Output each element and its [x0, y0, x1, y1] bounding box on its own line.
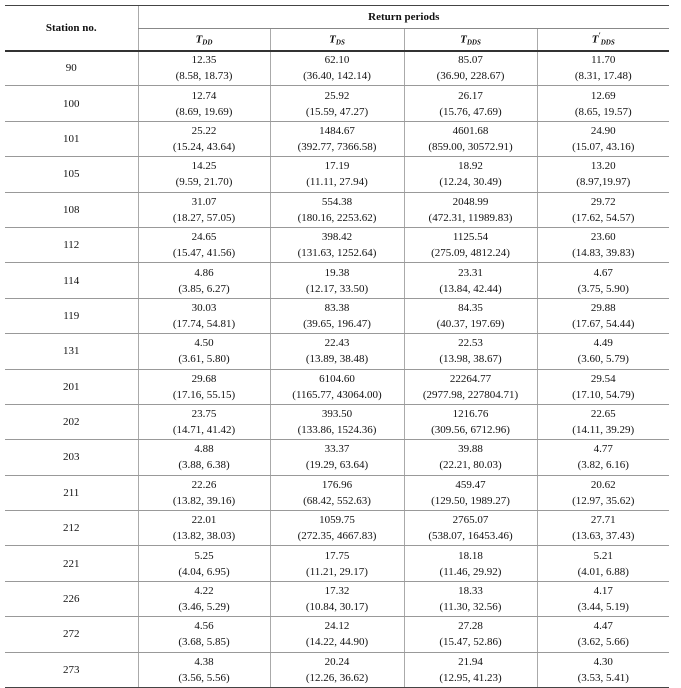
confidence-interval: (15.76, 47.69) — [439, 105, 502, 118]
confidence-interval: (3.68, 5.85) — [178, 636, 230, 649]
return-period-cell — [138, 298, 270, 333]
column-header-1 — [138, 29, 270, 51]
confidence-interval: (11.11, 27.94) — [306, 176, 368, 189]
return-period-cell — [270, 227, 404, 262]
table-row — [5, 652, 669, 687]
return-period-cell — [404, 51, 537, 86]
return-period-value: 12.69 — [590, 89, 616, 102]
confidence-interval: (3.53, 5.41) — [577, 671, 629, 684]
return-period-cell — [404, 298, 537, 333]
table-row — [5, 334, 669, 369]
confidence-interval: (13.82, 39.16) — [172, 494, 236, 507]
confidence-interval: (272.35, 4667.83) — [297, 530, 377, 543]
confidence-interval: (3.56, 5.56) — [178, 671, 230, 684]
return-period-cell — [138, 652, 270, 687]
return-period-value: 393.50 — [321, 408, 353, 421]
confidence-interval: (275.09, 4812.24) — [431, 247, 510, 260]
column-header-superscript: ′ — [598, 31, 601, 41]
station-column-header: Station no. — [5, 6, 138, 51]
return-period-cell — [138, 617, 270, 652]
table-row — [5, 263, 669, 298]
return-period-cell — [537, 404, 669, 439]
return-period-cell — [537, 51, 669, 86]
return-period-value: 12.35 — [191, 54, 217, 67]
return-period-value: 29.54 — [590, 372, 616, 385]
confidence-interval: (14.11, 39.29) — [572, 424, 635, 437]
return-period-value: 25.92 — [324, 89, 350, 102]
confidence-interval: (14.83, 39.83) — [572, 247, 635, 260]
confidence-interval: (10.84, 30.17) — [305, 601, 369, 614]
return-period-value: 18.18 — [458, 549, 483, 562]
return-period-value: 1125.54 — [452, 231, 489, 244]
return-period-cell — [138, 511, 270, 546]
return-period-cell — [138, 192, 270, 227]
table-row — [5, 121, 669, 156]
return-period-value: 22.26 — [191, 478, 217, 491]
return-period-value: 22264.77 — [449, 372, 492, 385]
return-period-value: 17.32 — [324, 585, 350, 598]
return-period-cell — [138, 51, 270, 86]
return-period-value: 22.01 — [191, 514, 217, 527]
return-period-cell — [270, 652, 404, 687]
return-period-value: 17.19 — [324, 160, 350, 173]
return-period-cell — [270, 404, 404, 439]
confidence-interval: (17.62, 54.57) — [572, 211, 635, 224]
column-header-3 — [404, 29, 537, 51]
confidence-interval: (133.86, 1524.36) — [297, 424, 377, 437]
return-period-cell — [270, 298, 404, 333]
confidence-interval: (8.31, 17.48) — [574, 70, 632, 83]
table-row — [5, 546, 669, 581]
return-period-cell — [270, 121, 404, 156]
return-period-cell — [537, 227, 669, 262]
confidence-interval: (18.27, 57.05) — [172, 211, 236, 224]
column-header-symbol: T — [460, 34, 467, 47]
confidence-interval: (40.37, 197.69) — [436, 317, 505, 330]
confidence-interval: (3.46, 5.29) — [178, 601, 230, 614]
return-period-value: 4601.68 — [452, 124, 489, 137]
confidence-interval: (68.42, 552.63) — [303, 494, 371, 507]
confidence-interval: (15.59, 47.27) — [305, 105, 369, 118]
return-period-value: 19.38 — [324, 266, 350, 279]
return-period-value: 4.22 — [194, 585, 214, 598]
confidence-interval: (859.00, 30572.91) — [428, 140, 513, 153]
return-periods-table — [5, 5, 669, 688]
return-period-cell — [404, 192, 537, 227]
column-header-subscript: DD — [202, 39, 213, 48]
station-number-cell: 100 — [5, 86, 138, 121]
station-number-cell: 131 — [5, 334, 138, 369]
return-period-value: 29.72 — [590, 195, 616, 208]
return-period-value: 4.30 — [593, 655, 613, 668]
column-header-symbol: T — [591, 34, 599, 47]
return-period-value: 27.71 — [590, 514, 616, 527]
table-header — [5, 6, 669, 51]
return-period-value: 29.88 — [590, 301, 616, 314]
return-period-cell — [404, 334, 537, 369]
return-period-value: 29.68 — [191, 372, 217, 385]
confidence-interval: (17.16, 55.15) — [172, 388, 236, 401]
return-period-value: 4.67 — [593, 266, 613, 279]
return-period-value: 24.65 — [191, 231, 217, 244]
table-row — [5, 581, 669, 616]
return-period-value: 5.25 — [194, 549, 214, 562]
return-period-value: 24.12 — [324, 620, 350, 633]
confidence-interval: (11.30, 32.56) — [439, 601, 502, 614]
station-number-cell: 101 — [5, 121, 138, 156]
return-periods-table-container — [5, 5, 669, 688]
confidence-interval: (12.26, 36.62) — [305, 671, 369, 684]
confidence-interval: (3.62, 5.66) — [577, 636, 629, 649]
return-period-value: 31.07 — [191, 195, 217, 208]
table-row — [5, 617, 669, 652]
return-period-cell — [537, 263, 669, 298]
station-number-cell: 272 — [5, 617, 138, 652]
confidence-interval: (180.16, 2253.62) — [297, 211, 377, 224]
confidence-interval: (17.74, 54.81) — [172, 317, 236, 330]
return-period-cell — [138, 404, 270, 439]
return-period-value: 25.22 — [191, 124, 217, 137]
return-periods-header: Return periods — [138, 6, 669, 29]
table-row — [5, 298, 669, 333]
return-period-cell — [138, 475, 270, 510]
return-period-value: 24.90 — [590, 124, 616, 137]
return-period-cell — [270, 440, 404, 475]
confidence-interval: (472.31, 11989.83) — [428, 211, 513, 224]
confidence-interval: (12.97, 35.62) — [572, 494, 635, 507]
confidence-interval: (3.75, 5.90) — [577, 282, 629, 295]
confidence-interval: (36.40, 142.14) — [303, 70, 371, 83]
confidence-interval: (22.21, 80.03) — [439, 459, 502, 472]
column-header-subscript: DDS — [600, 39, 615, 48]
return-period-cell — [270, 546, 404, 581]
return-period-value: 4.47 — [593, 620, 613, 633]
confidence-interval: (131.63, 1252.64) — [297, 247, 377, 260]
return-period-cell — [138, 334, 270, 369]
return-period-cell — [537, 440, 669, 475]
confidence-interval: (13.89, 38.48) — [305, 353, 369, 366]
station-number-cell: 105 — [5, 157, 138, 192]
return-period-cell — [537, 617, 669, 652]
confidence-interval: (15.47, 52.86) — [439, 636, 502, 649]
table-row — [5, 51, 669, 86]
confidence-interval: (3.60, 5.79) — [577, 353, 629, 366]
return-period-cell — [270, 334, 404, 369]
return-period-value: 11.70 — [591, 54, 616, 67]
confidence-interval: (4.04, 6.95) — [178, 565, 230, 578]
confidence-interval: (36.90, 228.67) — [436, 70, 505, 83]
column-header-2 — [270, 29, 404, 51]
return-period-cell — [404, 511, 537, 546]
return-period-value: 4.50 — [194, 337, 214, 350]
confidence-interval: (8.58, 18.73) — [175, 70, 233, 83]
return-period-value: 83.38 — [324, 301, 350, 314]
station-number-cell: 226 — [5, 581, 138, 616]
return-period-value: 18.33 — [458, 585, 483, 598]
confidence-interval: (3.85, 6.27) — [178, 282, 230, 295]
confidence-interval: (12.24, 30.49) — [439, 176, 502, 189]
confidence-interval: (309.56, 6712.96) — [431, 424, 510, 437]
confidence-interval: (15.47, 41.56) — [172, 247, 236, 260]
return-period-cell — [138, 369, 270, 404]
table-row — [5, 440, 669, 475]
table-row — [5, 404, 669, 439]
station-number-cell: 202 — [5, 404, 138, 439]
confidence-interval: (11.21, 29.17) — [306, 565, 368, 578]
return-period-cell — [270, 192, 404, 227]
confidence-interval: (3.44, 5.19) — [577, 601, 629, 614]
table-body — [5, 51, 669, 688]
return-period-cell — [270, 475, 404, 510]
return-period-cell — [537, 121, 669, 156]
return-period-cell — [138, 546, 270, 581]
return-period-value: 5.21 — [593, 549, 613, 562]
table-row — [5, 157, 669, 192]
return-period-value: 1059.75 — [319, 514, 355, 527]
return-period-cell — [404, 581, 537, 616]
return-period-cell — [404, 157, 537, 192]
confidence-interval: (14.22, 44.90) — [305, 636, 369, 649]
confidence-interval: (3.88, 6.38) — [178, 459, 230, 472]
return-period-cell — [404, 440, 537, 475]
station-number-cell: 212 — [5, 511, 138, 546]
return-period-cell — [537, 192, 669, 227]
return-period-cell — [537, 581, 669, 616]
confidence-interval: (538.07, 16453.46) — [428, 530, 513, 543]
return-period-value: 4.86 — [194, 266, 214, 279]
return-period-cell — [537, 157, 669, 192]
return-period-cell — [537, 511, 669, 546]
confidence-interval: (12.17, 33.50) — [305, 282, 369, 295]
return-period-value: 20.62 — [590, 478, 616, 491]
return-period-cell — [404, 86, 537, 121]
confidence-interval: (12.95, 41.23) — [439, 671, 502, 684]
confidence-interval: (15.07, 43.16) — [572, 140, 635, 153]
confidence-interval: (2977.98, 227804.71) — [422, 388, 519, 401]
return-period-cell — [537, 298, 669, 333]
return-period-value: 22.65 — [590, 408, 616, 421]
return-period-value: 4.88 — [194, 443, 214, 456]
table-row — [5, 369, 669, 404]
station-number-cell: 114 — [5, 263, 138, 298]
return-period-cell — [138, 157, 270, 192]
return-period-cell — [270, 51, 404, 86]
confidence-interval: (4.01, 6.88) — [577, 565, 629, 578]
return-period-cell — [404, 404, 537, 439]
return-period-cell — [404, 652, 537, 687]
column-header-subscript: DS — [335, 39, 345, 48]
return-period-cell — [537, 334, 669, 369]
return-period-value: 4.77 — [593, 443, 613, 456]
return-period-cell — [138, 227, 270, 262]
return-period-value: 23.75 — [191, 408, 217, 421]
return-period-value: 22.43 — [324, 337, 350, 350]
confidence-interval: (13.82, 38.03) — [172, 530, 236, 543]
return-period-cell — [270, 617, 404, 652]
return-period-value: 27.28 — [458, 620, 483, 633]
return-period-cell — [404, 263, 537, 298]
return-period-value: 1216.76 — [452, 408, 489, 421]
return-period-cell — [270, 581, 404, 616]
return-period-cell — [537, 369, 669, 404]
confidence-interval: (8.97,19.97) — [576, 176, 631, 189]
return-period-value: 4.56 — [194, 620, 214, 633]
return-period-value: 21.94 — [458, 655, 483, 668]
return-period-value: 23.31 — [458, 266, 483, 279]
return-period-value: 84.35 — [458, 301, 483, 314]
return-period-value: 6104.60 — [319, 372, 355, 385]
station-number-cell: 108 — [5, 192, 138, 227]
return-period-value: 17.75 — [324, 549, 350, 562]
return-period-value: 22.53 — [458, 337, 483, 350]
station-number-cell: 203 — [5, 440, 138, 475]
return-period-value: 398.42 — [321, 231, 353, 244]
return-period-value: 176.96 — [321, 478, 353, 491]
confidence-interval: (3.82, 6.16) — [577, 459, 629, 472]
return-period-cell — [404, 369, 537, 404]
return-period-value: 12.74 — [191, 89, 217, 102]
return-period-cell — [537, 652, 669, 687]
station-number-cell: 119 — [5, 298, 138, 333]
column-header-subscript: DDS — [466, 39, 481, 48]
station-number-cell: 221 — [5, 546, 138, 581]
confidence-interval: (13.98, 38.67) — [439, 353, 502, 366]
return-period-value: 2048.99 — [452, 195, 489, 208]
return-period-value: 23.60 — [590, 231, 616, 244]
confidence-interval: (13.84, 42.44) — [439, 282, 502, 295]
confidence-interval: (14.71, 41.42) — [172, 424, 236, 437]
station-number-cell: 112 — [5, 227, 138, 262]
return-period-value: 33.37 — [324, 443, 350, 456]
return-period-cell — [138, 263, 270, 298]
return-period-value: 39.88 — [458, 443, 483, 456]
confidence-interval: (1165.77, 43064.00) — [292, 388, 382, 401]
column-header-symbol: T — [195, 34, 203, 47]
return-period-value: 18.92 — [458, 160, 483, 173]
column-header-symbol: T — [329, 34, 336, 47]
return-period-cell — [138, 581, 270, 616]
confidence-interval: (15.24, 43.64) — [172, 140, 236, 153]
return-period-value: 62.10 — [324, 54, 350, 67]
return-period-value: 4.17 — [593, 585, 613, 598]
confidence-interval: (3.61, 5.80) — [178, 353, 230, 366]
return-period-value: 85.07 — [458, 54, 483, 67]
return-period-value: 1484.67 — [319, 124, 355, 137]
return-period-value: 459.47 — [455, 478, 486, 491]
confidence-interval: (392.77, 7366.58) — [297, 140, 377, 153]
return-period-cell — [270, 86, 404, 121]
return-period-cell — [138, 121, 270, 156]
confidence-interval: (9.59, 21.70) — [175, 176, 233, 189]
confidence-interval: (8.69, 19.69) — [175, 105, 233, 118]
column-header-4 — [537, 29, 669, 51]
table-row — [5, 192, 669, 227]
return-period-cell — [138, 86, 270, 121]
confidence-interval: (129.50, 1989.27) — [431, 494, 510, 507]
confidence-interval: (17.67, 54.44) — [572, 317, 635, 330]
return-period-cell — [537, 475, 669, 510]
confidence-interval: (13.63, 37.43) — [572, 530, 635, 543]
table-row — [5, 511, 669, 546]
return-period-cell — [138, 440, 270, 475]
return-period-cell — [537, 86, 669, 121]
station-number-cell: 201 — [5, 369, 138, 404]
return-period-value: 4.38 — [194, 655, 214, 668]
return-period-value: 4.49 — [593, 337, 613, 350]
return-period-cell — [404, 546, 537, 581]
confidence-interval: (17.10, 54.79) — [572, 388, 635, 401]
return-period-cell — [404, 475, 537, 510]
return-period-value: 26.17 — [458, 89, 483, 102]
return-period-cell — [404, 617, 537, 652]
return-period-cell — [404, 227, 537, 262]
return-period-cell — [270, 263, 404, 298]
confidence-interval: (8.65, 19.57) — [574, 105, 632, 118]
table-row — [5, 86, 669, 121]
confidence-interval: (39.65, 196.47) — [303, 317, 371, 330]
table-row — [5, 475, 669, 510]
return-period-cell — [270, 369, 404, 404]
return-period-value: 554.38 — [321, 195, 353, 208]
return-period-cell — [404, 121, 537, 156]
return-period-value: 13.20 — [590, 160, 616, 173]
return-period-value: 20.24 — [324, 655, 350, 668]
return-period-cell — [270, 511, 404, 546]
return-period-value: 14.25 — [191, 160, 217, 173]
station-number-cell: 211 — [5, 475, 138, 510]
station-number-cell: 90 — [5, 51, 138, 86]
station-number-cell: 273 — [5, 652, 138, 687]
return-period-cell — [537, 546, 669, 581]
return-period-value: 2765.07 — [452, 514, 489, 527]
return-period-cell — [270, 157, 404, 192]
table-row — [5, 227, 669, 262]
confidence-interval: (11.46, 29.92) — [439, 565, 502, 578]
confidence-interval: (19.29, 63.64) — [305, 459, 369, 472]
return-period-value: 30.03 — [191, 301, 217, 314]
